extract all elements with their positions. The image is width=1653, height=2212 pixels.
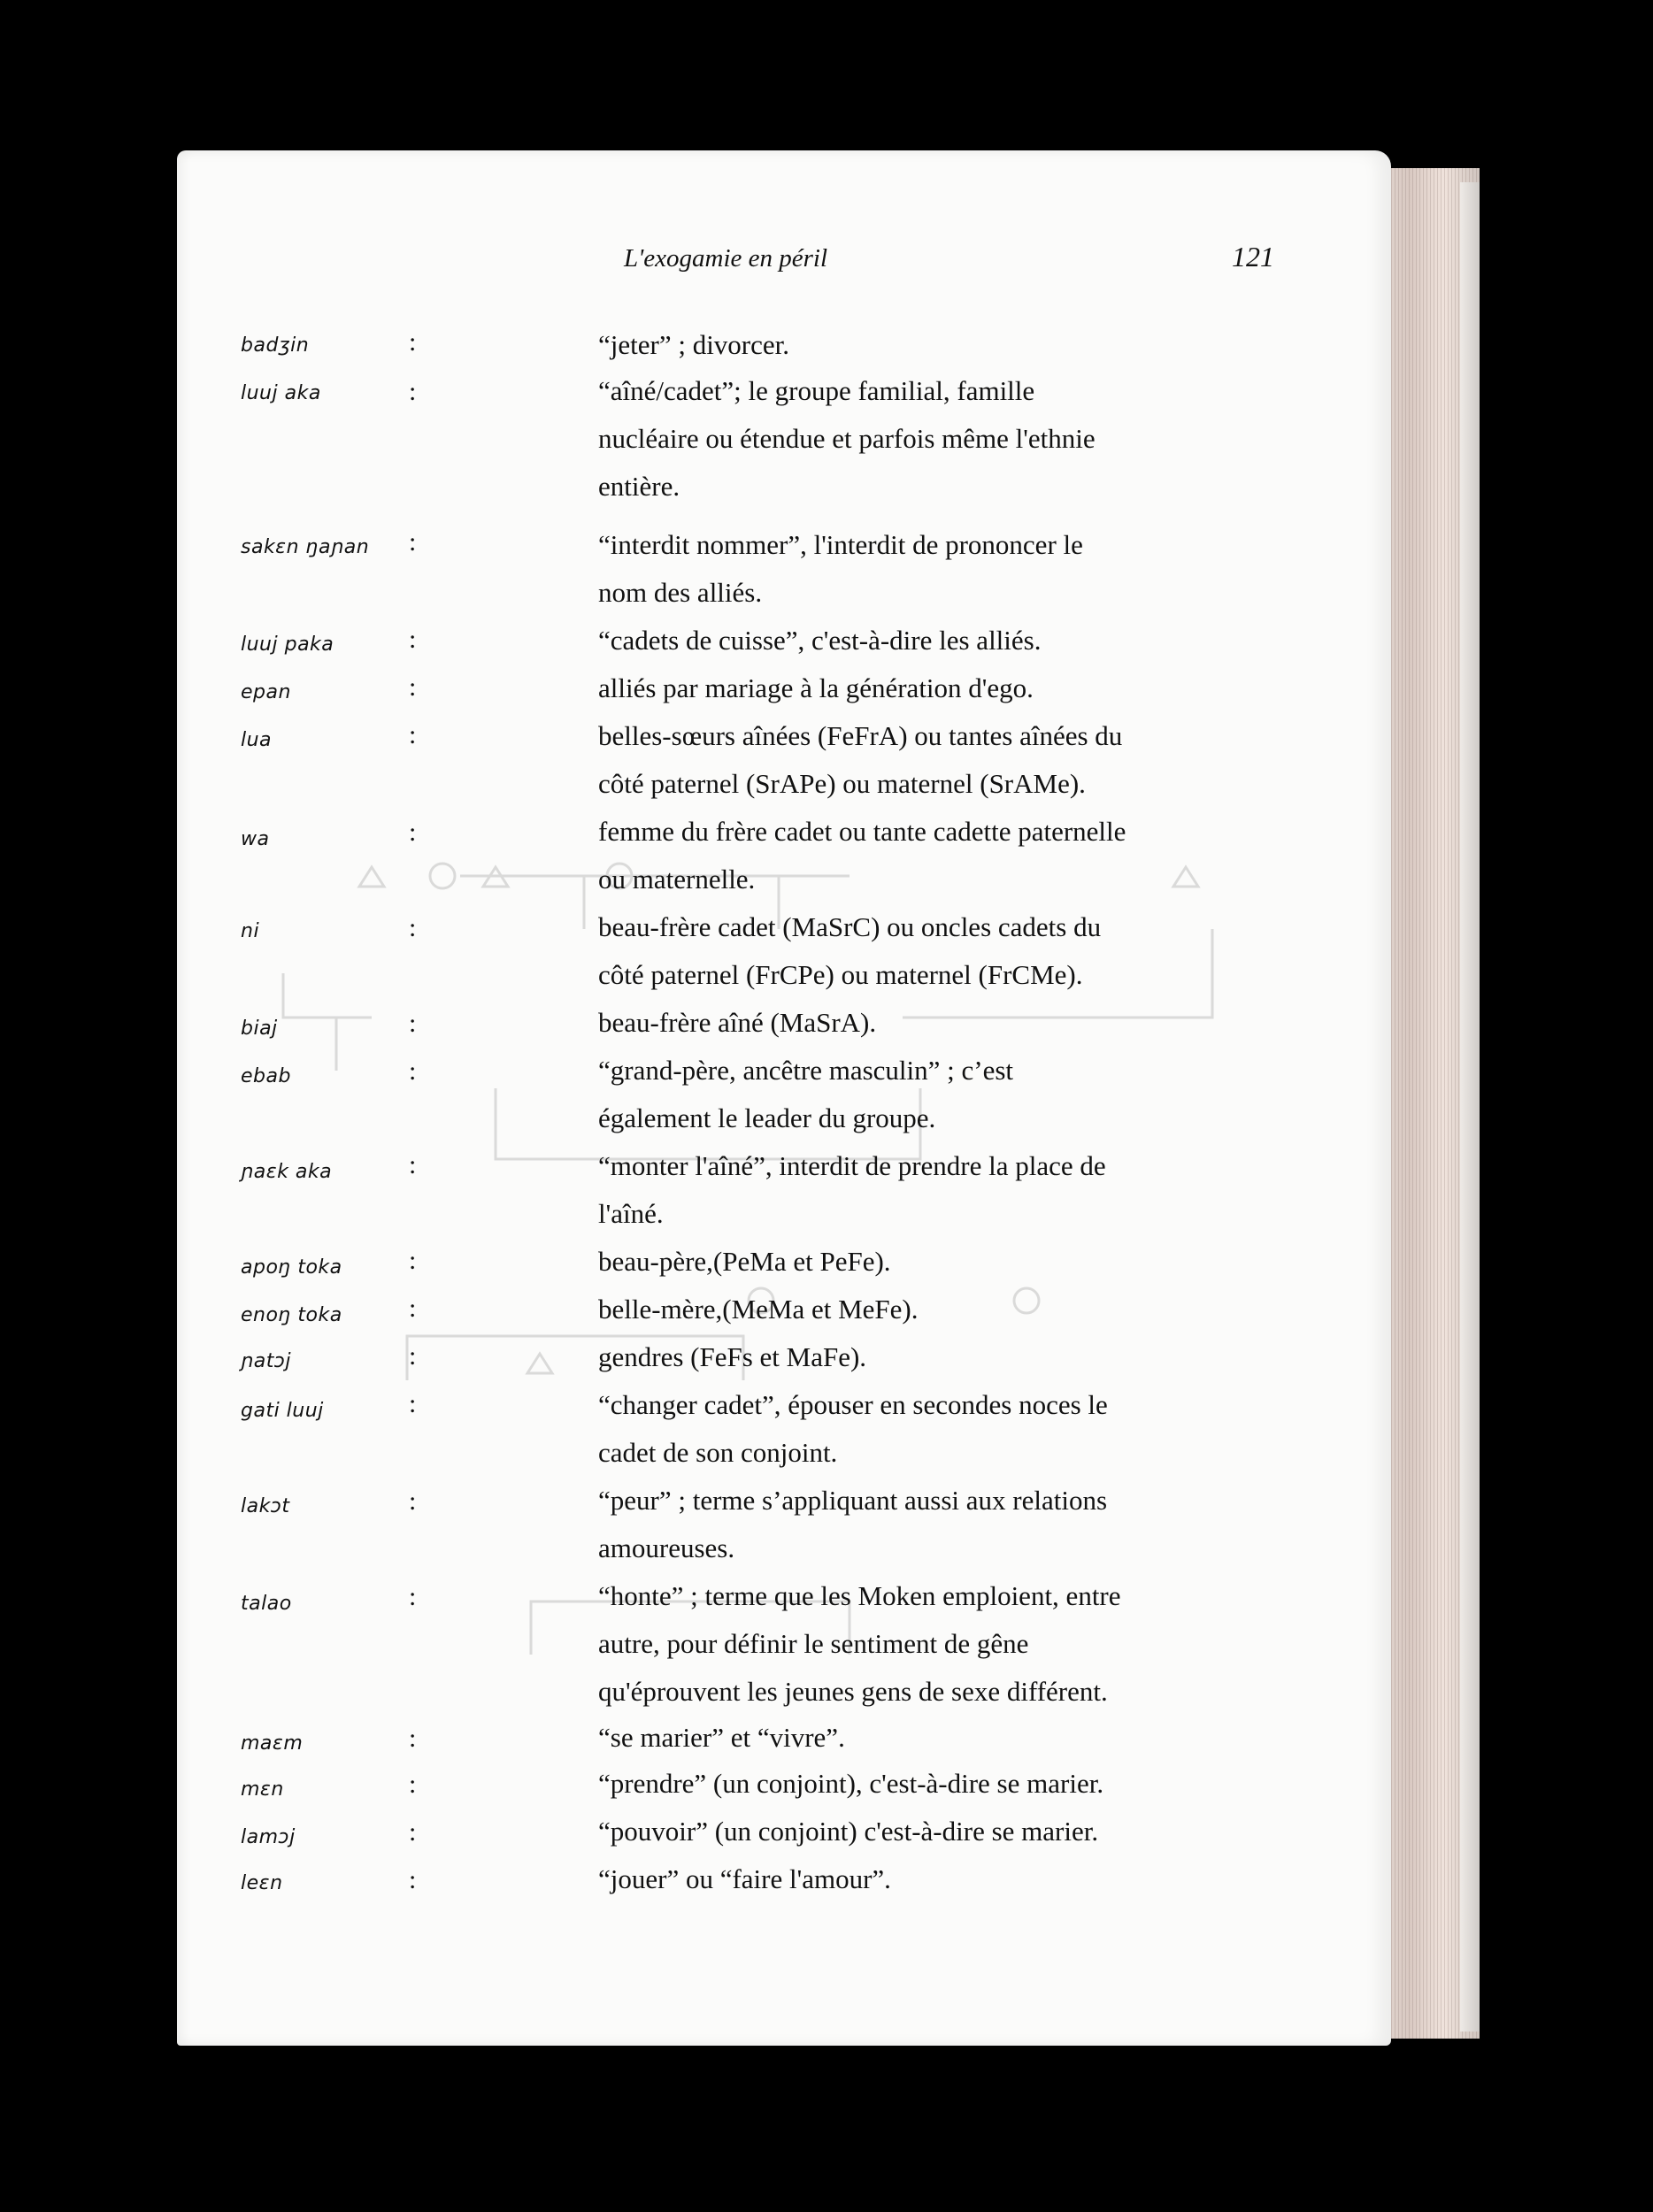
entry-definition-line: “se marier” et “vivre”. (598, 1722, 845, 1753)
entry-definition-line: femme du frère cadet ou tante cadette paternelle (598, 816, 1126, 847)
entry-colon: : (409, 1294, 417, 1323)
entry-definition-line: côté paternel (FrCPe) ou maternel (FrCMe). (598, 959, 1083, 990)
entry-colon: : (409, 1817, 417, 1847)
entry-definition-line: autre, pour définir le sentiment de gêne (598, 1628, 1029, 1659)
entry-colon: : (409, 1056, 417, 1086)
entry-term: badʒin (241, 334, 310, 357)
entry-definition-line: gendres (FeFs et MaFe). (598, 1341, 867, 1372)
entry-colon: : (409, 1724, 417, 1753)
entry-colon: : (409, 1865, 417, 1894)
entry-colon: : (409, 327, 417, 357)
entry-definition-line: “jouer” ou “faire l'amour”. (598, 1863, 891, 1894)
entry-colon: : (409, 1246, 417, 1275)
entry-term: epan (241, 681, 291, 703)
entry-term: apoŋ toka (241, 1256, 342, 1279)
entry-definition-line: “peur” ; terme s’appliquant aussi aux relations (598, 1485, 1108, 1516)
entry-term: biaj (241, 1018, 278, 1040)
entry-term: sakɛn ŋaɲan (241, 536, 370, 558)
entry-definition-line: l'aîné. (598, 1198, 664, 1229)
entry-term: ɲatɔj (241, 1350, 292, 1372)
entry-colon: : (409, 1770, 417, 1799)
entry-definition-line: “interdit nommer”, l'interdit de prononcer le (598, 529, 1083, 560)
entry-term: mɛn (241, 1778, 284, 1801)
entry-definition-line: “pouvoir” (un conjoint) c'est-à-dire se marier. (598, 1816, 1099, 1847)
book-page (177, 150, 1391, 2046)
glossary-list (177, 150, 1391, 2046)
entry-colon: : (409, 377, 417, 406)
entry-term: ni (241, 920, 260, 942)
entry-colon: : (409, 625, 417, 654)
entry-colon: : (409, 1582, 417, 1611)
entry-definition-line: ou maternelle. (598, 864, 756, 895)
entry-colon: : (409, 1341, 417, 1371)
running-header: L'exogamie en péril (623, 244, 828, 273)
page-number: 121 (1232, 241, 1274, 273)
entry-term: wa (241, 828, 270, 850)
page-edge-tip (1460, 182, 1480, 2032)
entry-definition-line: cadet de son conjoint. (598, 1437, 838, 1468)
entry-term: lamɔj (241, 1826, 296, 1848)
entry-term: lakɔt (241, 1495, 290, 1517)
entry-colon: : (409, 913, 417, 942)
entry-definition-line: beau-père,(PeMa et PeFe). (598, 1246, 891, 1277)
entry-definition-line: “aîné/cadet”; le groupe familial, famille (598, 375, 1035, 406)
entry-colon: : (409, 672, 417, 702)
entry-term: enoŋ toka (241, 1304, 342, 1326)
entry-definition-line: alliés par mariage à la génération d'ego. (598, 672, 1034, 703)
entry-term: ɲaɛk aka (241, 1161, 333, 1183)
entry-colon: : (409, 1150, 417, 1179)
entry-definition-line: également le leader du groupe. (598, 1102, 936, 1133)
entry-definition-line: “changer cadet”, épouser en secondes noces le (598, 1389, 1108, 1420)
entry-term: talao (241, 1593, 292, 1615)
entry-definition-line: belle-mère,(MeMa et MeFe). (598, 1294, 919, 1325)
entry-colon: : (409, 818, 417, 847)
entry-definition-line: entière. (598, 471, 680, 502)
entry-definition-line: côté paternel (SrAPe) ou maternel (SrAMe). (598, 768, 1086, 799)
entry-term: luuj aka (241, 382, 321, 404)
entry-term: leɛn (241, 1872, 283, 1894)
entry-definition-line: amoureuses. (598, 1532, 735, 1563)
entry-colon: : (409, 527, 417, 557)
entry-definition-line: “cadets de cuisse”, c'est-à-dire les alliés. (598, 625, 1042, 656)
entry-term: lua (241, 729, 273, 751)
entry-definition-line: beau-frère aîné (MaSrA). (598, 1007, 877, 1038)
entry-definition-line: “monter l'aîné”, interdit de prendre la place de (598, 1150, 1106, 1181)
entry-definition-line: qu'éprouvent les jeunes gens de sexe différent. (598, 1676, 1108, 1707)
entry-definition-line: “jeter” ; divorcer. (598, 329, 790, 360)
entry-definition-line: nucléaire ou étendue et parfois même l'ethnie (598, 423, 1096, 454)
entry-colon: : (409, 1009, 417, 1038)
entry-definition-line: “honte” ; terme que les Moken emploient, entre (598, 1580, 1121, 1611)
entry-colon: : (409, 720, 417, 749)
entry-definition-line: beau-frère cadet (MaSrC) ou oncles cadets du (598, 911, 1102, 942)
entry-term: luuj paka (241, 634, 334, 656)
entry-definition-line: “grand-père, ancêtre masculin” ; c’est (598, 1055, 1014, 1086)
entry-colon: : (409, 1486, 417, 1516)
entry-term: ebab (241, 1065, 291, 1087)
entry-definition-line: nom des alliés. (598, 577, 763, 608)
entry-term: gati luuj (241, 1400, 324, 1422)
entry-colon: : (409, 1389, 417, 1418)
entry-definition-line: “prendre” (un conjoint), c'est-à-dire se marier. (598, 1768, 1104, 1799)
entry-definition-line: belles-sœurs aînées (FeFrA) ou tantes aînées du (598, 720, 1123, 751)
entry-term: maɛm (241, 1732, 304, 1755)
